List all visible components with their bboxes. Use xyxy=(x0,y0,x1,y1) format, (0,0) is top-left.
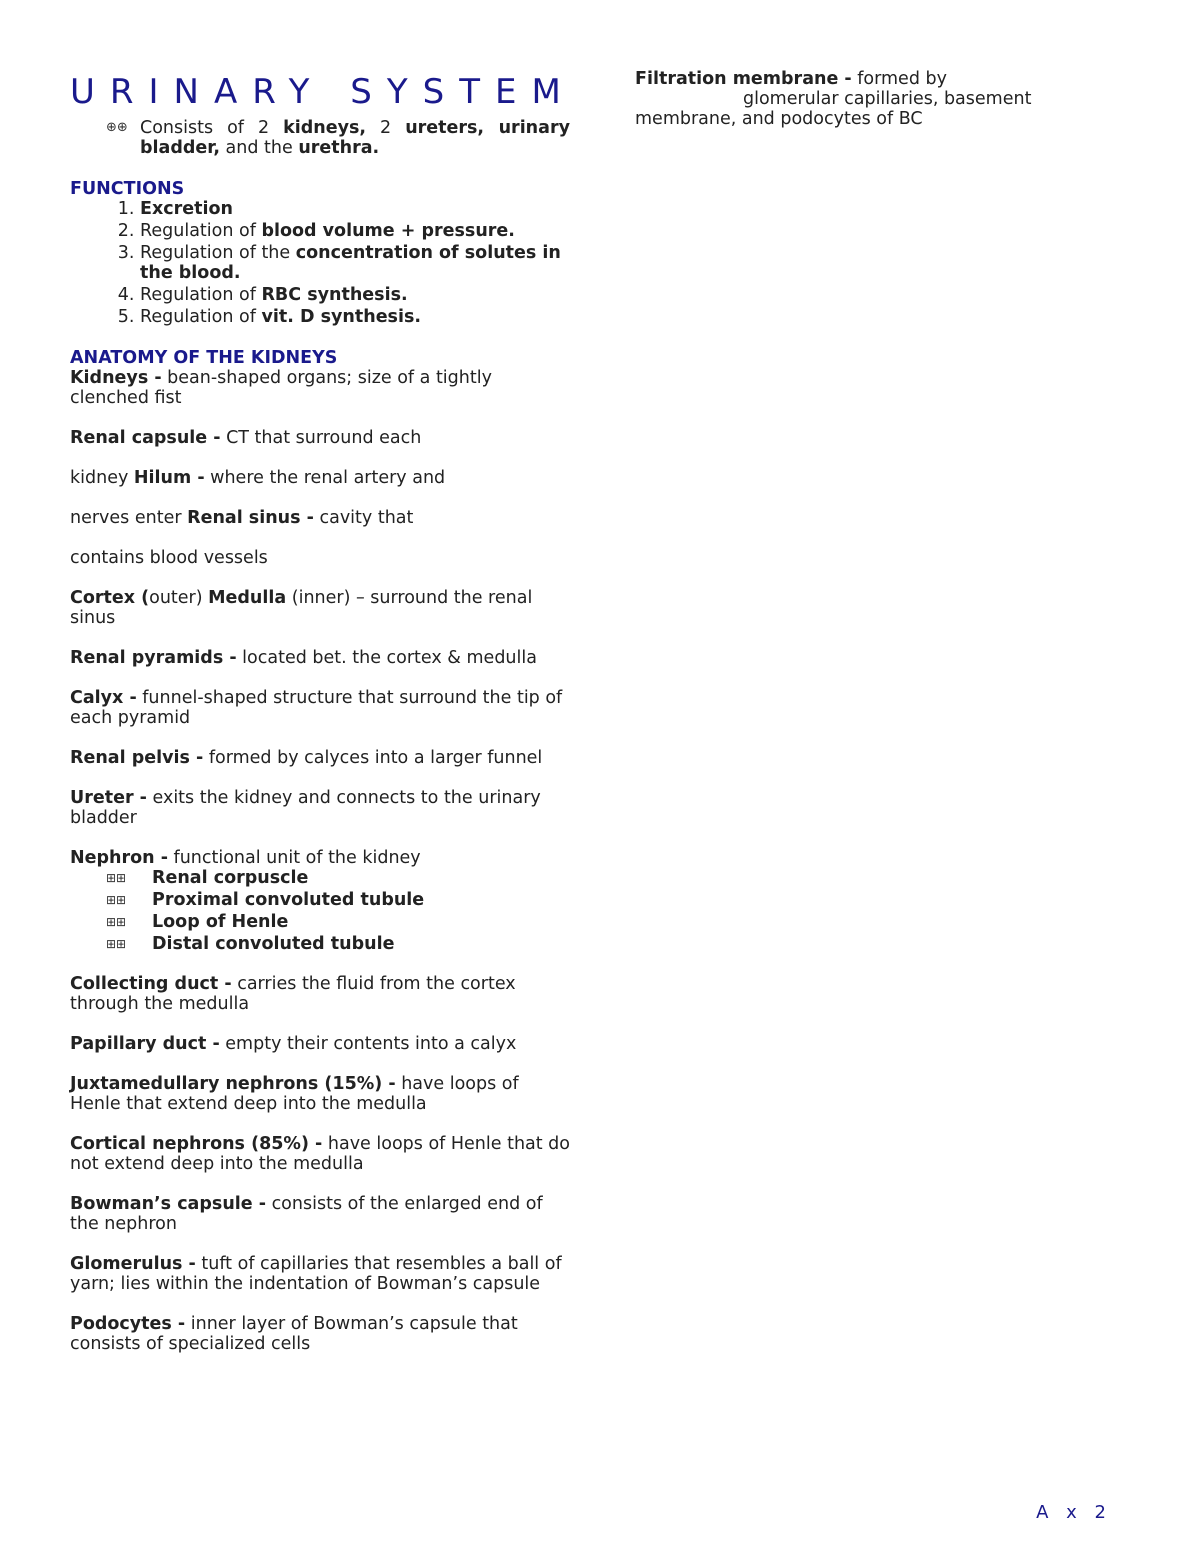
entry-renal-pyramids: Renal pyramids - located bet. the cortex & medulla xyxy=(70,648,537,668)
entry-renal-pelvis: Renal pelvis - formed by calyces into a larger funnel xyxy=(70,748,543,768)
entry-papillary-duct: Papillary duct - empty their contents into a calyx xyxy=(70,1034,517,1054)
entry-bowmans-capsule: Bowman’s capsule - consists of the enlarged end of the nephron xyxy=(70,1194,543,1234)
left-column xyxy=(70,72,576,1354)
entry-ureter: Ureter - exits the kidney and connects to the urinary bladder xyxy=(70,788,541,828)
entry-renal-sinus-cont: contains blood vessels xyxy=(70,548,268,568)
function-item: 5. Regulation of vit. D synthesis. xyxy=(140,307,570,327)
anatomy-heading: ANATOMY OF THE KIDNEYS xyxy=(70,348,338,368)
entry-filtration-membrane: Filtration membrane - formed by glomerular capillaries, basement membrane, and podocytes of BC xyxy=(635,69,1032,129)
entry-collecting-duct: Collecting duct - carries the fluid from the cortex through the medulla xyxy=(70,974,516,1014)
entry-renal-sinus: nerves enter Renal sinus - cavity that xyxy=(70,508,414,528)
entry-podocytes: Podocytes - inner layer of Bowman’s capsule that consists of specialized cells xyxy=(70,1314,518,1354)
entry-hilum: kidney Hilum - where the renal artery and xyxy=(70,468,446,488)
box-bullet-icon: ⊞⊞ xyxy=(106,871,127,885)
intro-text: Consists of 2 kidneys, 2 ureters, urinary bladder, and the urethra. xyxy=(140,118,570,158)
entry-cortical-nephrons: Cortical nephrons (85%) - have loops of Henle that do not extend deep into the medulla xyxy=(70,1134,570,1174)
box-bullet-icon: ⊞⊞ xyxy=(106,915,127,929)
entry-nephron: Nephron - functional unit of the kidney xyxy=(70,848,421,868)
nephron-part-item: ⊞⊞ Distal convoluted tubule xyxy=(106,934,395,954)
intro-bullet xyxy=(106,118,570,158)
functions-list xyxy=(70,199,570,327)
entry-cortex-medulla: Cortex (outer) Medulla (inner) – surround the renal sinus xyxy=(70,588,533,628)
function-item: 3. Regulation of the concentration of solutes in the blood. xyxy=(140,243,570,283)
page-title: URINARY SYSTEM xyxy=(70,72,576,112)
entry-calyx: Calyx - funnel-shaped structure that surround the tip of each pyramid xyxy=(70,688,563,728)
function-item: 1. Excretion xyxy=(140,199,570,219)
functions-heading: FUNCTIONS xyxy=(70,179,185,199)
box-bullet-icon: ⊞⊞ xyxy=(106,893,127,907)
entry-glomerulus: Glomerulus - tuft of capillaries that resembles a ball of yarn; lies within the indentation of Bowman’s capsule xyxy=(70,1254,562,1294)
nephron-parts-list xyxy=(70,868,570,954)
nephron-part-item: ⊞⊞ Loop of Henle xyxy=(106,912,289,932)
bullet-icon: ⊕⊕ xyxy=(106,120,128,135)
entry-kidneys: Kidneys - bean-shaped organs; size of a tightly clenched fist xyxy=(70,368,492,408)
nephron-part-item: ⊞⊞ Renal corpuscle xyxy=(106,868,309,888)
nephron-part-item: ⊞⊞ Proximal convoluted tubule xyxy=(106,890,425,910)
entry-renal-capsule: Renal capsule - CT that surround each xyxy=(70,428,422,448)
right-column xyxy=(635,69,1075,129)
page-footer: A x 2 xyxy=(1036,1502,1112,1523)
function-item: 2. Regulation of blood volume + pressure. xyxy=(140,221,570,241)
entry-juxtamedullary: Juxtamedullary nephrons (15%) - have loops of Henle that extend deep into the medulla xyxy=(70,1074,519,1114)
box-bullet-icon: ⊞⊞ xyxy=(106,937,127,951)
function-item: 4. Regulation of RBC synthesis. xyxy=(140,285,570,305)
